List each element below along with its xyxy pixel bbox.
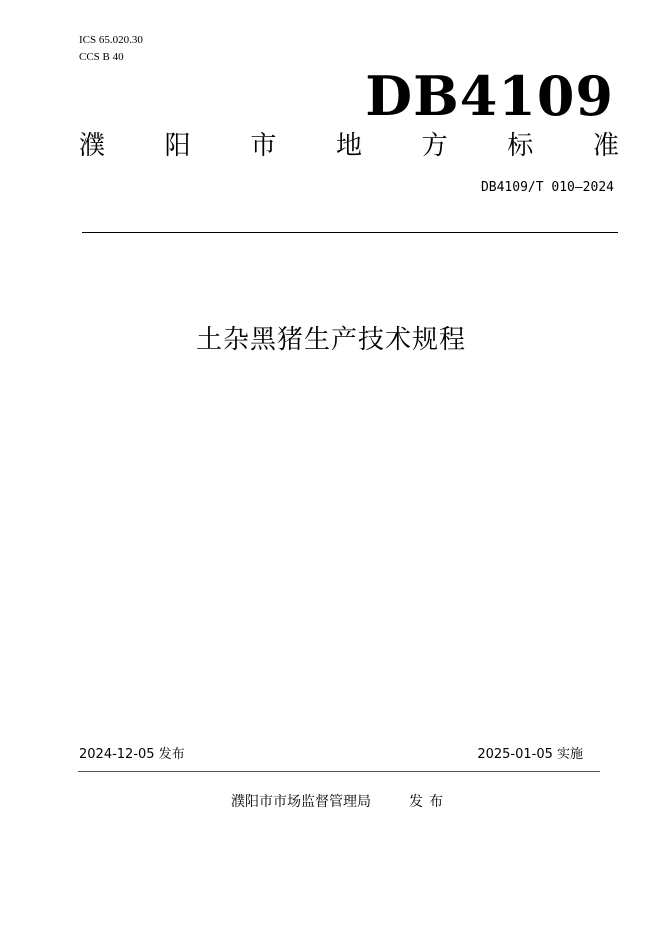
bottom-divider [78,771,600,772]
publish-date: 2024-12-05 发布 [79,747,185,762]
issuer-name: 濮阳市市场监督管理局 [231,794,371,810]
issue-label: 发布 [409,794,449,810]
top-divider [82,232,618,233]
standard-name-char: 濮 [79,131,106,161]
standard-type-name [79,130,619,162]
standard-name-char: 地 [335,131,362,161]
standard-name-char: 标 [507,131,534,161]
standard-code-logo: DB4109 [365,64,614,128]
standard-name-char: 准 [592,131,619,161]
ics-code: ICS 65.020.30 [79,34,143,46]
standard-number: DB4109/T 010—2024 [480,180,614,195]
standard-name-char: 市 [250,131,277,161]
standard-name-char: 阳 [164,131,191,161]
document-title: 土杂黑猪生产技术规程 [195,325,466,355]
issuer-row [231,793,449,811]
standard-name-char: 方 [421,131,448,161]
effective-date: 2025-01-05 实施 [477,747,583,762]
ccs-code: CCS B 40 [79,51,124,63]
